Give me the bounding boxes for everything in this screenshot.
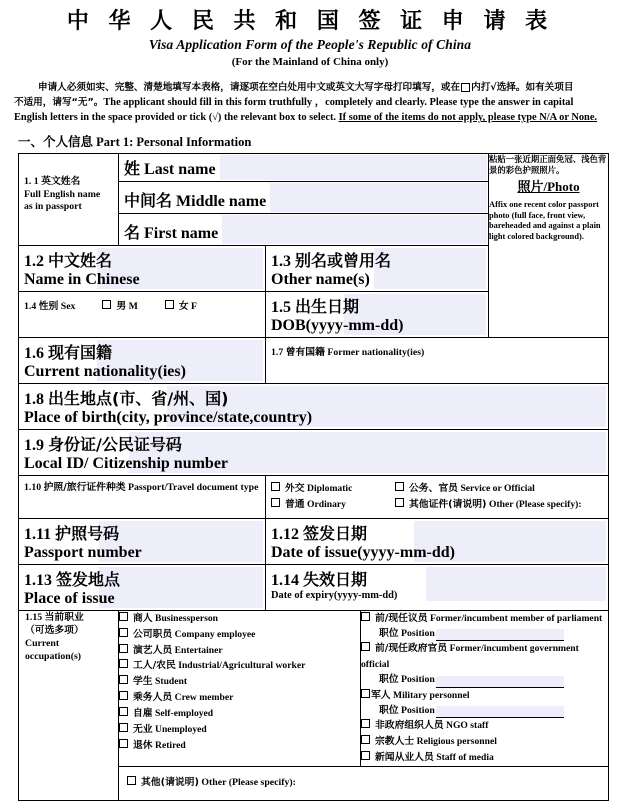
field-1-5-label-cn: 出生日期 — [295, 297, 360, 317]
occupation-student-en: Student — [155, 676, 188, 688]
position-label-en-2: Position — [401, 674, 435, 686]
cell-1-10-label — [19, 476, 266, 519]
occupation-parliament-en: Former/incumbent member of parliament — [430, 612, 603, 624]
last-name-label-cn: 姓 — [124, 159, 141, 179]
option-occupation-crew-member[interactable] — [119, 690, 360, 706]
position-input-military[interactable] — [436, 706, 564, 718]
occupation-government-official-cn: 前/现任政府官员 — [375, 643, 448, 655]
occupation-unemployed-cn: 无业 — [133, 723, 153, 735]
occupation-unemployed-en: Unemployed — [155, 723, 207, 735]
field-1-2-label-cn: 中文姓名 — [48, 251, 113, 271]
cell-middle-name[interactable] — [119, 182, 489, 214]
option-occupation-businessperson[interactable] — [119, 611, 360, 627]
part1-heading-english: Part 1: Personal Information — [96, 135, 252, 150]
cell-1-6-current-nationality[interactable] — [19, 338, 266, 384]
checkbox-sex-male[interactable] — [102, 300, 111, 309]
passport-other-cn: 其他证件(请说明) — [409, 499, 487, 511]
option-occupation-entertainer[interactable] — [119, 643, 360, 659]
occupation-worker-en: Industrial/Agricultural worker — [178, 660, 306, 672]
option-passport-diplomatic[interactable] — [271, 481, 395, 497]
instruction-english-underlined: If some of the items do not apply, please type N/A or None. — [338, 112, 598, 124]
field-1-9-label-cn: 身份证/公民证号码 — [48, 435, 182, 455]
occupation-retired-cn: 退休 — [133, 739, 153, 751]
field-1-10-label-en: Passport/Travel document type — [128, 482, 259, 494]
table-row-1-10 — [19, 476, 609, 519]
checkbox-passport-service[interactable] — [395, 482, 404, 491]
field-1-7-label-cn: 曾有国籍 — [285, 347, 325, 359]
field-1-15-label-en1: Current — [25, 638, 60, 650]
sex-female-label-cn: 女 — [178, 301, 189, 313]
cell-1-9-local-id[interactable] — [19, 430, 609, 476]
field-1-12-number: 1.12 — [271, 525, 299, 543]
field-1-13-label-en: Place of issue — [24, 589, 115, 607]
first-name-label-cn: 名 — [124, 223, 141, 243]
field-1-7-number: 1.7 — [271, 347, 284, 359]
occupation-self-employed-cn: 自雇 — [133, 708, 153, 720]
table-row-1-9 — [19, 430, 609, 476]
field-1-6-label-cn: 现有国籍 — [48, 343, 113, 363]
occupation-entertainer-cn: 演艺人员 — [133, 644, 173, 656]
field-1-8-label-en: Place of birth(city, province/state,country) — [24, 409, 313, 427]
cell-1-12-date-of-issue[interactable] — [266, 518, 609, 564]
field-1-9-label-en: Local ID/ Citizenship number — [24, 455, 229, 473]
position-input-parliament[interactable] — [436, 629, 564, 641]
option-occupation-parliament[interactable] — [361, 611, 608, 627]
field-1-4-label-cn: 性别 — [38, 301, 59, 313]
occupation-businessperson-cn: 商人 — [133, 612, 153, 624]
occupation-media-en: Staff of media — [436, 752, 494, 764]
cell-1-8-place-of-birth[interactable] — [19, 384, 609, 430]
checkbox-occupation-other[interactable] — [127, 776, 136, 785]
occupation-retired-en: Retired — [155, 739, 186, 751]
first-name-label-en: First name — [144, 225, 219, 243]
position-label-en-3: Position — [401, 704, 435, 716]
cell-1-11-passport-number[interactable] — [19, 518, 266, 564]
option-occupation-retired[interactable] — [119, 738, 360, 754]
field-1-15-label-cn2: （可选多项） — [25, 625, 84, 637]
field-1-14-label-en: Date of expiry(yyyy-mm-dd) — [271, 589, 398, 601]
option-occupation-religious[interactable] — [361, 734, 608, 750]
cell-1-3-other-names[interactable] — [266, 246, 489, 292]
table-row-1-15-occupations — [19, 610, 609, 766]
field-1-10-label-cn: 护照/旅行证件种类 — [43, 482, 126, 494]
cell-1-15-right-options — [361, 610, 609, 766]
checkbox-occupation-student[interactable] — [119, 675, 128, 684]
part1-heading-chinese: 一、个人信息 — [18, 134, 94, 150]
occupation-worker-cn: 工人/农民 — [133, 660, 176, 672]
field-1-2-label-en: Name in Chinese — [24, 271, 140, 289]
form-header — [0, 0, 620, 68]
table-row-1-6-1-7 — [19, 338, 609, 384]
page-title-chinese: 中 华 人 民 共 和 国 签 证 申 请 表 — [66, 9, 554, 34]
field-1-4-number: 1.4 — [24, 301, 37, 313]
field-1-5-number: 1.5 — [271, 299, 291, 317]
checkbox-occupation-businessperson[interactable] — [119, 612, 128, 621]
instruction-english: The applicant should fill in this form truthfully ，completely and clearly. Please type the answer in capital English letters in the space provided or tick (√) the relevant box to select. — [14, 97, 574, 124]
checkbox-occupation-ngo-staff[interactable] — [361, 719, 370, 728]
photo-title-separator: / — [543, 179, 548, 195]
instructions-block — [14, 80, 606, 125]
option-occupation-ngo-staff[interactable] — [361, 718, 608, 734]
field-1-9-number: 1.9 — [24, 437, 44, 455]
sex-male-label-cn: 男 — [116, 301, 127, 313]
option-occupation-military[interactable] — [361, 688, 608, 704]
occupation-media-cn: 新闻从业人员 — [375, 752, 434, 764]
occupation-other-cn: 其他(请说明) — [141, 776, 199, 788]
occupation-entertainer-en: Entertainer — [174, 644, 223, 656]
checkbox-passport-other[interactable] — [395, 498, 404, 507]
field-1-13-number: 1.13 — [24, 571, 52, 589]
cell-1-15-other — [119, 766, 609, 800]
table-row-fullname-last — [19, 154, 609, 182]
checkbox-occupation-government-official[interactable] — [361, 642, 370, 651]
checkbox-occupation-retired[interactable] — [119, 739, 128, 748]
field-1-15-label-cn1: 当前职业 — [44, 611, 84, 623]
checkbox-occupation-parliament[interactable] — [361, 612, 370, 621]
cell-first-name[interactable] — [119, 214, 489, 246]
occupation-other-en: Other (Please specify): — [201, 776, 296, 788]
sex-male-label-en: M — [128, 301, 138, 313]
field-1-15-label-en2: occupation(s) — [25, 651, 82, 663]
photo-affix-box — [489, 154, 609, 338]
passport-ordinary-cn: 普通 — [285, 499, 305, 511]
passport-diplomatic-en: Diplomatic — [307, 483, 353, 495]
field-1-1-number: 1. 1 — [24, 176, 39, 188]
checkbox-occupation-entertainer[interactable] — [119, 644, 128, 653]
position-field-government-official[interactable] — [379, 673, 608, 688]
page-subtitle: (For the Mainland of China only) — [231, 56, 389, 69]
cell-1-13-place-of-issue[interactable] — [19, 564, 266, 610]
field-1-11-label-en: Passport number — [24, 543, 142, 561]
option-passport-service[interactable] — [395, 481, 605, 497]
photo-note-en: Affix one recent color passport photo (full face, front view, bareheaded and against a plain light colored background). — [489, 199, 601, 242]
field-1-8-label-cn: 出生地点(市、省/州、国) — [48, 389, 229, 409]
occupation-parliament-cn: 前/现任议员 — [375, 612, 428, 624]
passport-service-en: Service or Official — [460, 483, 535, 495]
field-1-13-label-cn: 签发地点 — [56, 569, 121, 589]
last-name-label-en: Last name — [144, 161, 216, 179]
position-label-en-1: Position — [401, 627, 435, 639]
field-1-12-label-en: Date of issue(yyyy-mm-dd) — [271, 543, 455, 561]
cell-1-2-name-in-chinese[interactable] — [19, 246, 266, 292]
occupation-ngo-staff-en: NGO staff — [446, 720, 489, 732]
field-1-1-label-en2: as in passport — [24, 201, 82, 213]
checkbox-occupation-company-employee[interactable] — [119, 628, 128, 637]
field-1-15-number: 1.15 — [25, 611, 43, 623]
first-name-input[interactable] — [222, 215, 487, 244]
option-occupation-media[interactable] — [361, 750, 608, 766]
occupation-company-employee-cn: 公司职员 — [133, 628, 173, 640]
table-row-1-13-1-14 — [19, 564, 609, 610]
checkbox-occupation-religious[interactable] — [361, 735, 370, 744]
checkbox-glyph-icon — [461, 83, 470, 92]
checkbox-occupation-crew-member[interactable] — [119, 691, 128, 700]
checkbox-passport-diplomatic[interactable] — [271, 482, 280, 491]
instruction-chinese-2: 内打√选择。如有关项目 — [471, 82, 574, 94]
field-1-1-label-en1: Full English name — [24, 188, 101, 200]
cell-1-5-dob[interactable] — [266, 292, 489, 338]
personal-information-table — [18, 153, 609, 800]
field-1-12-label-cn: 签发日期 — [303, 523, 368, 543]
checkbox-occupation-worker[interactable] — [119, 659, 128, 668]
option-occupation-student[interactable] — [119, 674, 360, 690]
option-passport-other[interactable] — [395, 497, 605, 513]
field-1-3-number: 1.3 — [271, 253, 291, 271]
option-passport-ordinary[interactable] — [271, 497, 395, 513]
field-1-11-number: 1.11 — [24, 525, 52, 543]
field-1-11-label-cn: 护照号码 — [55, 523, 120, 543]
occupation-self-employed-en: Self-employed — [155, 708, 214, 720]
middle-name-label-en: Middle name — [176, 193, 267, 211]
photo-note-cn: 粘贴一张近期正面免冠、浅色背景的彩色护照照片。 — [489, 154, 607, 176]
cell-last-name[interactable] — [119, 154, 489, 182]
passport-diplomatic-cn: 外交 — [285, 483, 305, 495]
instruction-chinese-1: 申请人必须如实、完整、清楚地填写本表格，请逐项在空白处用中文或英文大写字母打印填写，或在 — [38, 82, 461, 94]
field-1-7-label-en: Former nationality(ies) — [327, 347, 425, 359]
position-field-parliament[interactable] — [379, 627, 608, 642]
position-label-cn-1: 职位 — [379, 627, 399, 639]
cell-1-14-date-of-expiry[interactable] — [266, 564, 609, 610]
middle-name-input[interactable] — [270, 183, 487, 212]
occupation-military-cn: 军人 — [371, 689, 391, 701]
cell-1-10-options — [266, 476, 609, 519]
occupation-religious-cn: 宗教人士 — [375, 736, 415, 748]
cell-1-4-sex — [19, 292, 266, 338]
part1-heading — [18, 135, 620, 150]
occupation-ngo-staff-cn: 非政府组织人员 — [375, 720, 444, 732]
checkbox-passport-ordinary[interactable] — [271, 498, 280, 507]
field-1-3-label-cn: 别名或曾用名 — [295, 251, 392, 271]
checkbox-occupation-self-employed[interactable] — [119, 707, 128, 716]
field-1-1-label-cn: 英文姓名 — [41, 176, 81, 188]
sex-female-label-en: F — [191, 301, 197, 313]
field-1-6-label-en: Current nationality(ies) — [24, 363, 186, 381]
cell-1-1-label — [19, 154, 119, 246]
field-1-4-label-en: Sex — [60, 301, 76, 313]
occupation-crew-member-en: Crew member — [174, 692, 234, 704]
occupation-government-official-en: Former/incumbent government official — [361, 643, 579, 671]
occupation-religious-en: Religious personnel — [416, 736, 497, 748]
field-1-2-number: 1.2 — [24, 253, 44, 271]
cell-1-15-label — [19, 610, 119, 800]
option-occupation-company-employee[interactable] — [119, 627, 360, 643]
cell-1-15-left-options — [119, 610, 361, 766]
occupation-military-en: Military personnel — [393, 689, 470, 701]
field-1-14-number: 1.14 — [271, 571, 299, 589]
checkbox-occupation-military[interactable] — [361, 689, 370, 698]
field-1-3-label-en: Other name(s) — [271, 271, 370, 289]
option-occupation-unemployed[interactable] — [119, 722, 360, 738]
position-input-government-official[interactable] — [436, 676, 564, 688]
position-label-cn-2: 职位 — [379, 674, 399, 686]
passport-other-en: Other (Please specify): — [489, 499, 582, 511]
position-label-cn-3: 职位 — [379, 704, 399, 716]
occupation-businessperson-en: Businessperson — [155, 612, 218, 624]
checkbox-occupation-unemployed[interactable] — [119, 723, 128, 732]
field-1-6-number: 1.6 — [24, 345, 44, 363]
checkbox-occupation-media[interactable] — [361, 751, 370, 760]
occupation-student-cn: 学生 — [133, 676, 153, 688]
field-1-14-label-cn: 失效日期 — [303, 569, 368, 589]
option-occupation-government-official[interactable] — [361, 641, 608, 673]
photo-title-en: Photo — [547, 179, 580, 195]
cell-1-7-former-nationality[interactable] — [266, 338, 609, 384]
occupation-crew-member-cn: 乘务人员 — [133, 692, 173, 704]
field-1-8-number: 1.8 — [24, 391, 44, 409]
field-1-5-label-en: DOB(yyyy-mm-dd) — [271, 317, 404, 335]
field-1-10-number: 1.10 — [24, 482, 42, 494]
page-title-english: Visa Application Form of the People's Republic of China — [148, 37, 472, 53]
checkbox-sex-female[interactable] — [165, 300, 174, 309]
table-row-1-8 — [19, 384, 609, 430]
passport-service-cn: 公务、官员 — [409, 483, 458, 495]
passport-ordinary-en: Ordinary — [307, 499, 346, 511]
position-field-military[interactable] — [379, 704, 608, 719]
occupation-company-employee-en: Company employee — [174, 628, 256, 640]
photo-title-cn: 照片 — [517, 180, 544, 196]
table-row-1-11-1-12 — [19, 518, 609, 564]
instruction-chinese-3: 不适用，请写“无”。 — [14, 97, 104, 109]
middle-name-label-cn: 中间名 — [124, 191, 173, 211]
last-name-input[interactable] — [220, 155, 487, 180]
option-occupation-worker[interactable] — [119, 658, 360, 674]
